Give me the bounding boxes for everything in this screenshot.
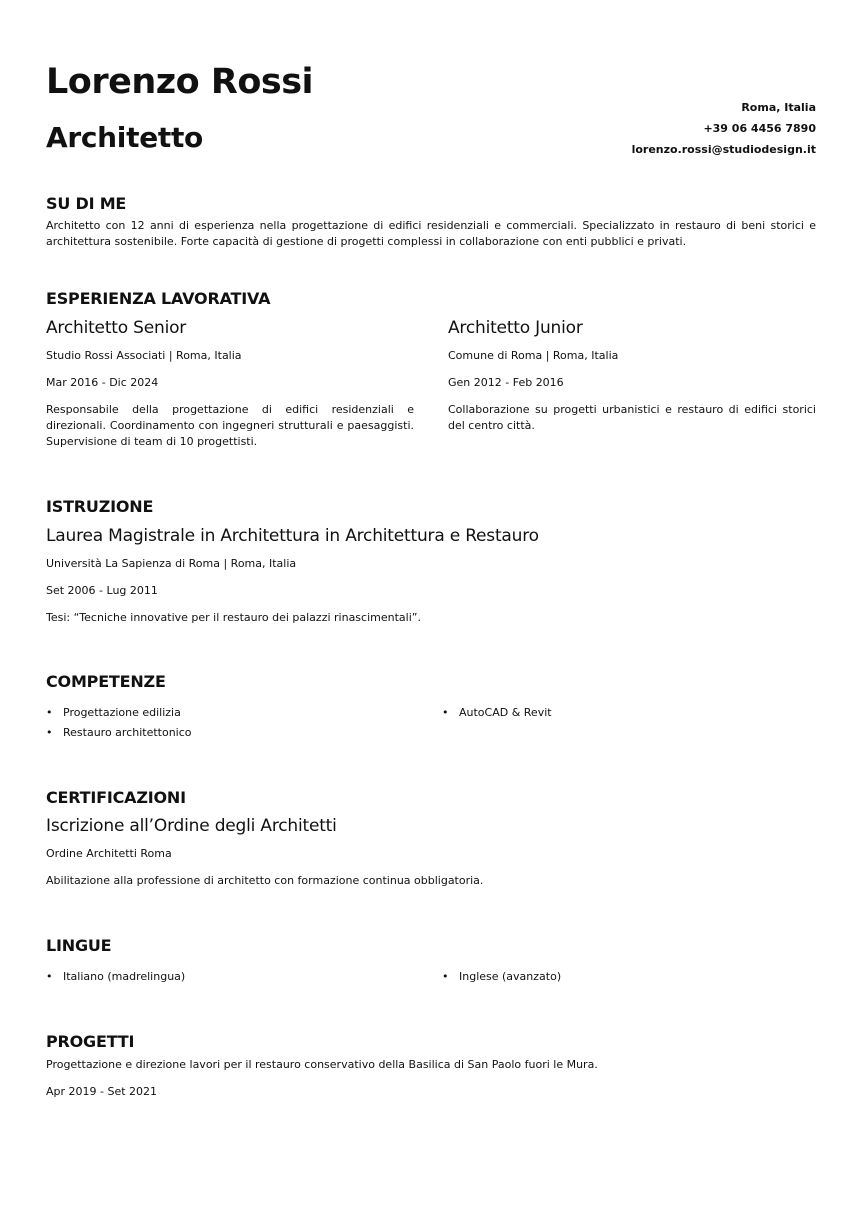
thesis-text: Tesi: “Tecniche innovative per il restauro dei palazzi rinascimentali”. (46, 611, 421, 624)
language-item: • Italiano (madrelingua) (46, 969, 442, 985)
experience-period: Mar 2016 - Dic 2024 (46, 376, 159, 389)
section-title-languages: LINGUE (46, 936, 112, 955)
experience-period: Gen 2012 - Feb 2016 (448, 376, 564, 389)
job-title: Architetto (46, 121, 203, 154)
experience-role: Architetto Junior (448, 318, 583, 338)
email-address: lorenzo.rossi@studiodesign.it (631, 143, 816, 156)
experience-company: Comune di Roma | Roma, Italia (448, 349, 619, 362)
section-title-certifications: CERTIFICAZIONI (46, 788, 186, 807)
certification-description: Abilitazione alla professione di architetto con formazione continua obbligatoria. (46, 874, 484, 887)
skills-section (46, 671, 816, 741)
degree-title: Laurea Magistrale in Architettura in Architettura e Restauro (46, 526, 539, 546)
projects-section (46, 1031, 816, 1100)
experience-description: Responsabile della progettazione di edifici residenziali e direzionali. Coordinamento con ingegneri strutturali e paesaggisti. Supervisione di team di 10 progettisti. (46, 403, 414, 448)
certification-issuer: Ordine Architetti Roma (46, 847, 172, 860)
certification-name: Iscrizione all’Ordine degli Architetti (46, 816, 337, 836)
project-description: Progettazione e direzione lavori per il restauro conservativo della Basilica di San Paolo fuori le Mura. (46, 1058, 598, 1071)
languages-list (46, 969, 816, 985)
section-title-skills: COMPETENZE (46, 672, 166, 691)
contact-info (632, 97, 816, 160)
section-title-projects: PROGETTI (46, 1032, 135, 1051)
skill-item: • AutoCAD & Revit (442, 705, 816, 721)
location: Roma, Italia (741, 101, 816, 114)
about-section (46, 193, 816, 250)
certifications-section (46, 787, 816, 889)
experience-section (46, 288, 816, 450)
section-title-education: ISTRUZIONE (46, 497, 154, 516)
skill-item: • Restauro architettonico (46, 725, 442, 741)
full-name: Lorenzo Rossi (46, 62, 314, 102)
languages-section (46, 935, 816, 985)
resume-header (46, 60, 816, 190)
project-period: Apr 2019 - Set 2021 (46, 1085, 158, 1098)
about-text: Architetto con 12 anni di esperienza nella progettazione di edifici residenziali e commerciali. Specializzato in restauro di beni storici e architettura sostenibile. Forte capacità di gestione di progetti complessi in collaborazione con enti pubblici e privati. (46, 219, 816, 248)
education-period: Set 2006 - Lug 2011 (46, 584, 158, 597)
phone-number: +39 06 4456 7890 (703, 122, 816, 135)
experience-description: Collaborazione su progetti urbanistici e restauro di edifici storici del centro città. (448, 403, 816, 432)
education-section (46, 496, 816, 626)
section-title-about: SU DI ME (46, 194, 127, 213)
skill-item: • Progettazione edilizia (46, 705, 442, 721)
experience-company: Studio Rossi Associati | Roma, Italia (46, 349, 242, 362)
experience-item (448, 316, 816, 450)
experience-item (46, 316, 414, 450)
language-item: • Inglese (avanzato) (442, 969, 816, 985)
school-name: Università La Sapienza di Roma | Roma, Italia (46, 557, 297, 570)
resume-page (46, 60, 816, 1098)
experience-list (46, 316, 816, 450)
experience-role: Architetto Senior (46, 318, 187, 338)
skills-list (46, 705, 816, 741)
section-title-experience: ESPERIENZA LAVORATIVA (46, 289, 271, 308)
